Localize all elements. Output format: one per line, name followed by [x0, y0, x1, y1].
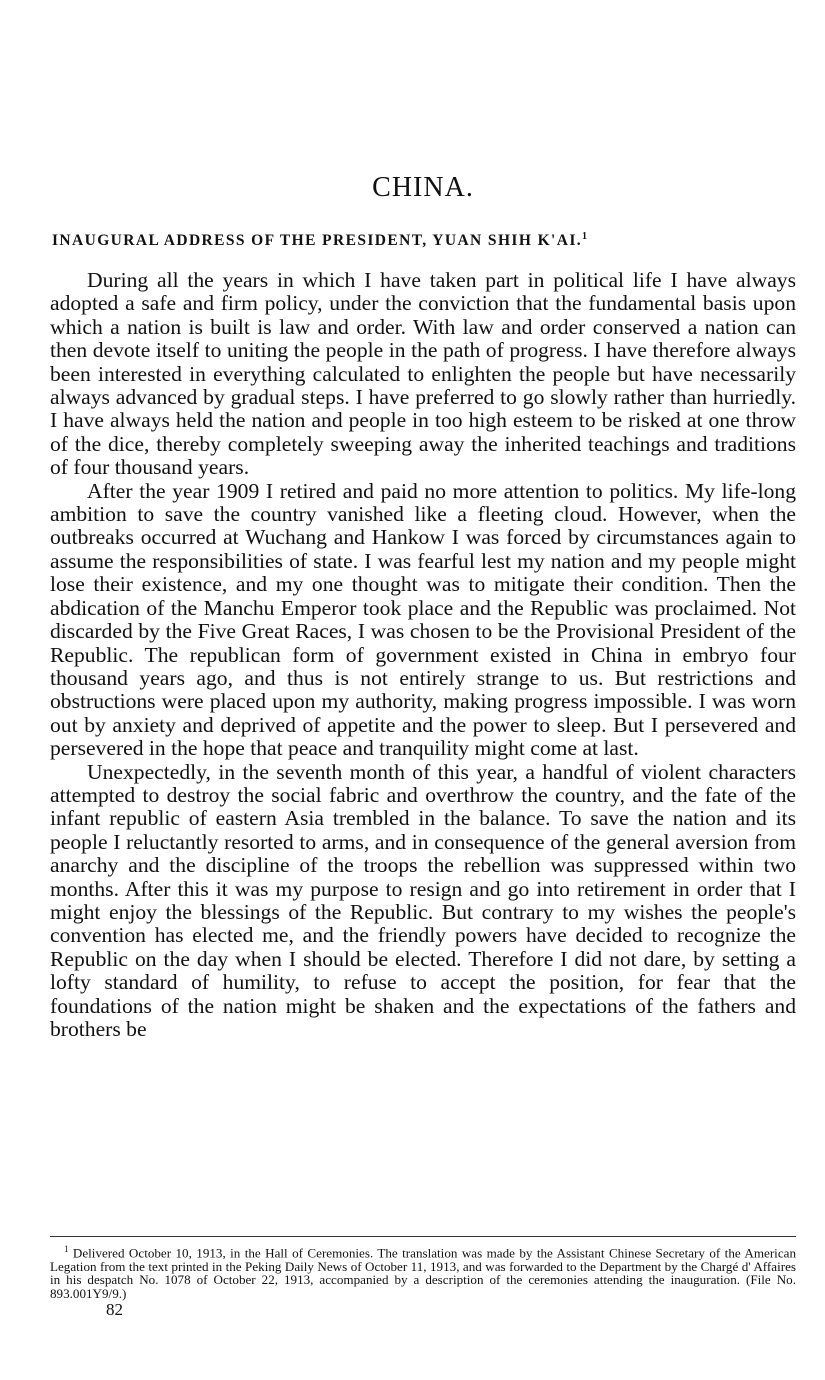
- address-body: [50, 269, 796, 1041]
- footnote-divider: [50, 1236, 796, 1237]
- address-heading-text: INAUGURAL ADDRESS OF THE PRESIDENT, YUAN SHIH K'AI.: [52, 232, 583, 250]
- footnote: [50, 1243, 796, 1300]
- paragraph-2: After the year 1909 I retired and paid no more attention to politics. My life-long ambition to save the country vanished like a fleeting cloud. However, when the outbreaks occurred at Wuchang and Hankow I was forced by circumstances again to assume the responsibilities of state. I was fearful lest my nation and my people might lose their existence, and my one thought was to mitigate their condition. Then the abdication of the Manchu Emperor took place and the Republic was proclaimed. Not discarded by the Five Great Races, I was chosen to be the Provisional President of the Republic. The republican form of government existed in China in embryo four thousand years ago, and thus is not entirely strange to us. But restrictions and obstructions were placed upon my authority, making progress impossible. I was worn out by anxiety and deprived of appetite and the power to sleep. But I persevered and persevered in the hope that peace and tranquility might come at last.: [50, 478, 796, 761]
- paragraph-3: Unexpectedly, in the seventh month of this year, a handful of violent characters attempted to destroy the social fabric and overthrow the country, and the fate of the infant republic of eastern Asia trembled in the balance. To save the nation and its people I reluctantly resorted to arms, and in consequence of the general aversion from anarchy and the discipline of the troops the rebellion was suppressed within two months. After this it was my purpose to resign and go into retirement in order that I might enjoy the blessings of the Republic. But contrary to my wishes the people's convention has elected me, and the friendly powers have decided to recognize the Republic on the day when I should be elected. Therefore I did not dare, by setting a lofty standard of humility, to refuse to accept the position, for fear that the foundations of the nation might be shaken and the expectations of the fathers and brothers be: [50, 759, 796, 1041]
- document-page: [50, 0, 796, 1380]
- footnote-text: Delivered October 10, 1913, in the Hall of Ceremonies. The translation was made by the Assistant Chinese Secretary of the American Legation from the text printed in the Peking Daily News of October 11, 1913, and was forwarded to the Department by the Chargé d' Affaires in his despatch No. 1078 of October 22, 1913, accompanied by a description of the ceremonies attending the inauguration. (File No. 893.001Y9/9.): [50, 1245, 796, 1301]
- footnote-reference: 1: [582, 231, 589, 242]
- footnote-marker: 1: [64, 1244, 69, 1254]
- page-title: CHINA.: [372, 172, 474, 203]
- paragraph-1: During all the years in which I have taken part in political life I have always adopted a safe and firm policy, under the conviction that the fundamental basis upon which a nation is built is law and order. With law and order conserved a nation can then devote itself to uniting the people in the path of progress. I have therefore always been interested in everything calculated to enlighten the people but have necessarily always advanced by gradual steps. I have preferred to go slowly rather than hurriedly. I have always held the nation and people in too high esteem to be risked at one throw of the dice, thereby completely sweeping away the inherited teachings and traditions of four thousand years.: [50, 268, 796, 480]
- page-number: 82: [106, 1300, 123, 1319]
- address-heading: [52, 231, 798, 250]
